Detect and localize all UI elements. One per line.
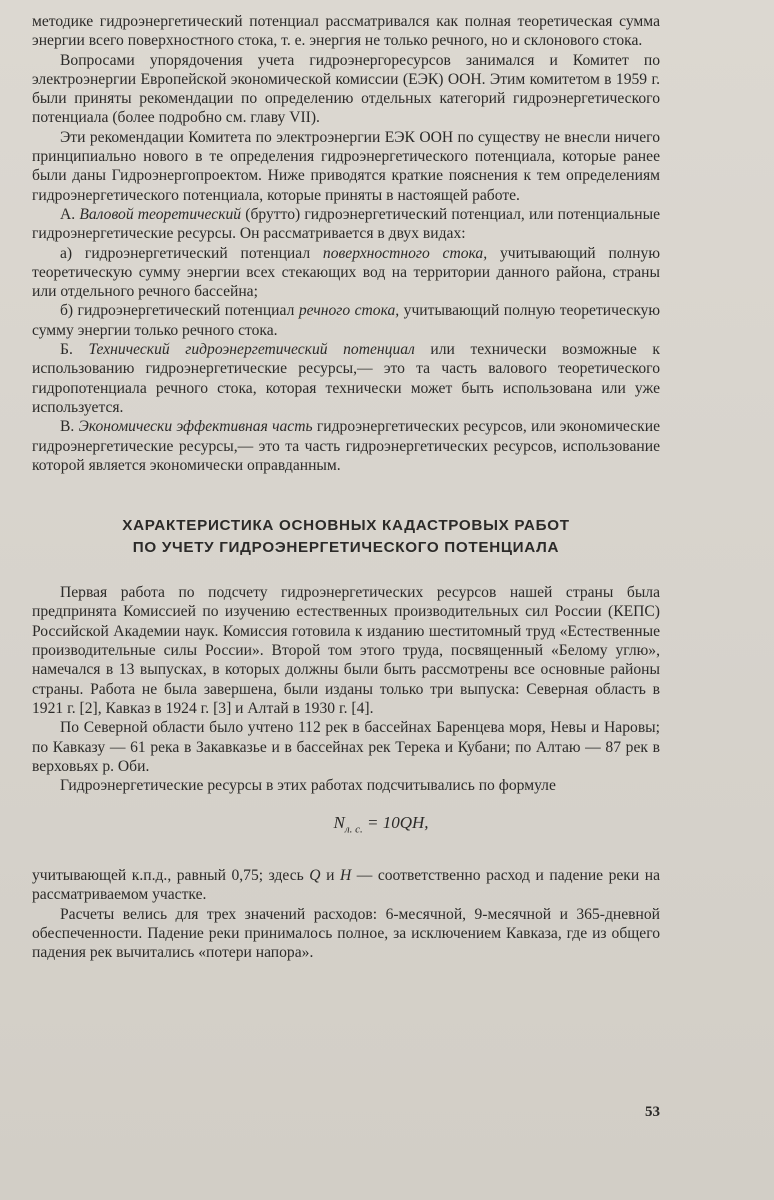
definition-b-term: Технический гидроэнергетический потенциал — [88, 341, 415, 359]
definition-b-prefix: Б. — [60, 341, 73, 359]
paragraph-calculations: Расчеты велись для трех значений расходов: 6-месячной, 9-месячной и 365-дневной обеспеченности. Падение реки принималось полное, за исключением Кавказа, где из общего падения рек вычитались «потери напора». — [32, 905, 660, 962]
text-column — [32, 12, 660, 963]
paragraph-formula-explanation — [32, 866, 660, 905]
section-heading-line-2: ПО УЧЕТУ ГИДРОЭНЕРГЕТИЧЕСКОГО ПОТЕНЦИАЛА — [132, 539, 560, 557]
definition-c-prefix: В. — [60, 418, 75, 436]
formula-lhs: N — [333, 813, 345, 833]
item-a-prefix: а) гидроэнергетический потенциал — [60, 244, 311, 262]
item-b-text: учитывающий полную теоретическую сумму энергии только речного стока. — [32, 302, 660, 339]
definition-b-text: или технически возможные к использованию гидроэнергетические ресурсы,— это та часть валового теоретического гидропотенциала речного стока, которая технически может быть использована или уже используется. — [32, 341, 660, 416]
formula-subscript: л. с. — [344, 823, 363, 836]
paragraph-rivers-count: По Северной области было учтено 112 рек в бассейнах Баренцева моря, Невы и Наровы; по Кавказу — 61 река в Закавказье и в бассейнах рек Терека и Кубани; по Алтаю — 87 рек в верховьях р. Оби. — [32, 719, 660, 775]
definition-c-term: Экономически эффективная часть — [78, 418, 313, 436]
formula — [32, 813, 660, 840]
section-heading-line-1: ХАРАКТЕРИСТИКА ОСНОВНЫХ КАДАСТРОВЫХ РАБОТ — [122, 517, 570, 535]
page-number: 53 — [645, 1104, 660, 1120]
definition-a-item-a — [32, 244, 660, 302]
item-b-term: речного стока, — [298, 302, 400, 320]
item-b-prefix: б) гидроэнергетический потенциал — [60, 302, 295, 320]
paragraph-keps: Первая работа по подсчету гидроэнергетических ресурсов нашей страны была предпринята Комиссией по изучению естественных производительных сил России (КЕПС) Российской Академии наук. Комиссия готовила к изданию шеститомный труд «Естественные производительные силы России». Второй том этого труда, посвященный «Белому углю», намечался в 13 выпусках, в которых должны были быть рассмотрены все основные районы страны. Работа не была завершена, были изданы только три выпуска: Северная область в 1921 г. [2], Кавказ в 1924 г. [3] и Алтай в 1930 г. [4]. — [32, 584, 660, 717]
symbol-q: Q — [309, 867, 321, 885]
paragraph-formula-intro: Гидроэнергетические ресурсы в этих работах подсчитывались по формуле — [60, 777, 556, 795]
definition-a-item-b — [32, 301, 660, 340]
definition-a-prefix: А. — [60, 205, 76, 223]
formula-explanation-end: — соответственно расход и падение реки на рассматриваемом участке. — [32, 867, 661, 904]
definition-c-text: гидроэнергетических ресурсов, или экономические гидроэнергетические ресурсы,— это та часть гидроэнергетических ресурсов, использование которой является экономически оправданным. — [32, 418, 661, 474]
item-a-text: учитывающий полную теоретическую сумму энергии всех стекающих вод на территории данного района, страны или отдельного речного бассейна; — [32, 244, 660, 301]
paragraph-eek-committee: Вопросами упорядочения учета гидроэнергоресурсов занимался и Комитет по электроэнергии Европейской экономической комиссии (ЕЭК) ООН. Этим комитетом в 1959 г. были приняты рекомендации по определению отдельных категорий гидроэнергетического потенциала (более подробно см. главу VII). — [32, 51, 660, 127]
definition-b — [32, 340, 660, 417]
paragraph-recommendations: Эти рекомендации Комитета по электроэнергии ЕЭК ООН по существу не внесли ничего принципиально нового в те определения гидроэнергетического потенциала, которые ранее были даны Гидроэнергопроектом. Ниже приводятся краткие пояснения к тем определениям гидроэнергетического потенциала, которые приняты в настоящей работе. — [32, 128, 660, 204]
formula-rhs: = 10QH, — [367, 813, 429, 833]
symbol-h: H — [339, 867, 352, 885]
formula-explanation-start: учитывающей к.п.д., равный 0,75; здесь — [32, 867, 304, 885]
definition-c — [32, 417, 660, 475]
item-a-term: поверхностного стока, — [322, 244, 488, 262]
paragraph-continued: методике гидроэнергетический потенциал рассматривался как полная теоретическая сумма энергии всего поверхностного стока, т. е. энергия не только речного, но и склонового стока. — [32, 13, 660, 50]
section-heading — [32, 515, 660, 559]
definition-a-text: (брутто) гидроэнергетический потенциал, или потенциальные гидроэнергетические ресурсы. Он рассматривается в двух видах: — [32, 205, 660, 243]
definition-a — [32, 205, 660, 244]
conjunction: и — [326, 867, 335, 885]
definition-a-term: Валовой теоретический — [79, 205, 242, 223]
